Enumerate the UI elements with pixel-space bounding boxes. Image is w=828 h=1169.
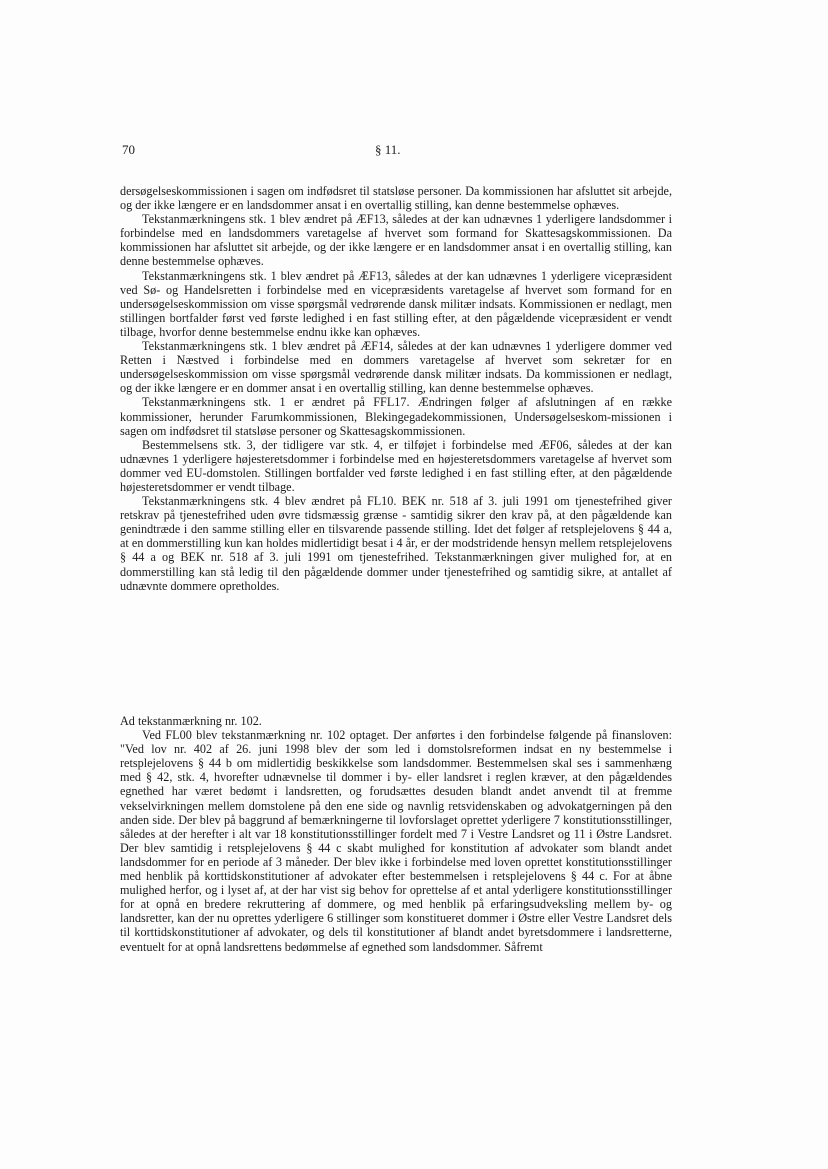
paragraph: Tekstanmærkningens stk. 4 blev ændret på FL10. BEK nr. 518 af 3. juli 1991 om tjenestefrihed giver retskrav på tjenestefrihed uden øvre tidsmæssig grænse - samtidig sikrer den krav på, at den pågældende kan genindtræde i den samme stilling eller en tilsvarende passende stilling. Idet det følger af retsplejelovens § 44 a, at en dommerstilling kun kan holdes midlertidigt besat i 4 år, er der modstridende hensyn mellem retsplejelovens § 44 a og BEK nr. 518 af 3. juli 1991 om tjenestefrihed. Tekstanmærkningen giver mulighed for, at en dommerstilling kan stå ledig til den pågældende dommer under tjenestefrihed og samtidig sikre, at antallet af udnævnte dommere opretholdes. (120, 494, 672, 593)
running-head: § 11. (375, 142, 401, 157)
paragraph: Tekstanmærkningens stk. 1 blev ændret på ÆF13, således at der kan udnævnes 1 yderligere landsdommer i forbindelse med en landsdommers varetagelse af hvervet som formand for Skattesagskommissionen. Da kommissionen har afsluttet sit arbejde, og der ikke længere er en landsdommer ansat i en overtallig stilling, kan denne bestemmelse ophæves. (120, 212, 672, 269)
paragraph: Ved FL00 blev tekstanmærkning nr. 102 optaget. Der anførtes i den forbindelse følgende på finansloven: "Ved lov nr. 402 af 26. juni 1998 blev der som led i domstolsreformen indsat en ny bestemmelse i retsplejelovens § 44 b om midlertidig beskikkelse som landsdommer. Bestemmelsen skal ses i sammenhæng med § 42, stk. 4, hvorefter udnævnelse til dommer i by- eller landsret i reglen kræver, at den pågældendes egnethed har været bedømt i landsretten, og forudsættes desuden blandt andet anvendt til at fremme vekselvirkningen mellem domstolene på den ene side og navnlig retsvidenskaben og advokatgerningen på den anden side. Der blev på baggrund af bemærkningerne til lovforslaget oprettet yderligere 7 konstitutionsstillinger, således at der herefter i alt var 18 konstitutionsstillinger fordelt med 7 i Vestre Landsret og 11 i Østre Landsret. Der blev samtidig i retsplejelovens § 44 c skabt mulighed for konstitution af advokater som blandt andet landsdommer for en periode af 3 måneder. Der blev ikke i forbindelse med loven oprettet konstitutionsstillinger med henblik på korttidskonstitutioner af advokater efter bestemmelsen i retsplejelovens § 44 c. For at åbne mulighed herfor, og i lyset af, at der har vist sig behov for oprettelse af et antal yderligere konstitutionsstillinger for at opnå en bredere rekruttering af dommere, og med henblik på erfaringsudveksling mellem by- og landsretter, kan der nu oprettes yderligere 6 stillinger som konstitueret dommer i Østre eller Vestre Landsret dels til korttidskonstitutioner af advokater, og dels til konstitutioner af blandt andet byretsdommere i landsretterne, eventuelt for at opnå landsrettens bedømmelse af egnethed som landsdommer. Såfremt (120, 728, 672, 954)
paragraph: Tekstanmærkningens stk. 1 er ændret på FFL17. Ændringen følger af afslutningen af en række kommissioner, herunder Farumkommissionen, Blekingegadekommissionen, Undersøgelseskom-missionen i sagen om indfødsret til statsløse personer og Skattesagskommissionen. (120, 395, 672, 438)
paragraph: Tekstanmærkningens stk. 1 blev ændret på ÆF13, således at der kan udnævnes 1 yderligere vicepræsident ved Sø- og Handelsretten i forbindelse med en vicepræsidents varetagelse af hvervet som formand for en undersøgelseskommission om visse spørgsmål vedrørende dansk militær indsats. Kommissionen er nedlagt, men stillingen bortfalder først ved første ledighed i en fast stilling efter, at den pågældende vicepræsident er vendt tilbage, hvorfor denne bestemmelse endnu ikke kan ophæves. (120, 268, 672, 339)
paragraph: dersøgelseskommissionen i sagen om indfødsret til statsløse personer. Da kommissionen har afsluttet sit arbejde, og der ikke længere er en landsdommer ansat i en overtallig stilling, kan denne bestemmelse ophæves. (120, 184, 672, 213)
paragraph: Tekstanmærkningens stk. 1 blev ændret på ÆF14, således at der kan udnævnes 1 yderligere dommer ved Retten i Næstved i forbindelse med en dommers varetagelse af hvervet som sekretær for en undersøgelseskommission om visse spørgsmål vedrørende dansk militær indsats. Da kommissionen er nedlagt, og der ikke længere er en dommer ansat i en overtallig stilling, kan denne bestemmelse ophæves. (120, 339, 672, 396)
body-text (120, 184, 672, 593)
section-102 (120, 714, 672, 954)
paragraph: Bestemmelsens stk. 3, der tidligere var stk. 4, er tilføjet i forbindelse med ÆF06, således at der kan udnævnes 1 yderligere højesteretsdommer i forbindelse med en højesteretsdommers varetagelse af hvervet som dommer ved EU-domstolen. Stillingen bortfalder ved første ledighed i en fast stilling efter, at den pågældende højesteretsdommer er vendt tilbage. (120, 437, 672, 494)
page-number: 70 (122, 142, 135, 157)
section-heading: Ad tekstanmærkning nr. 102. (120, 714, 262, 728)
